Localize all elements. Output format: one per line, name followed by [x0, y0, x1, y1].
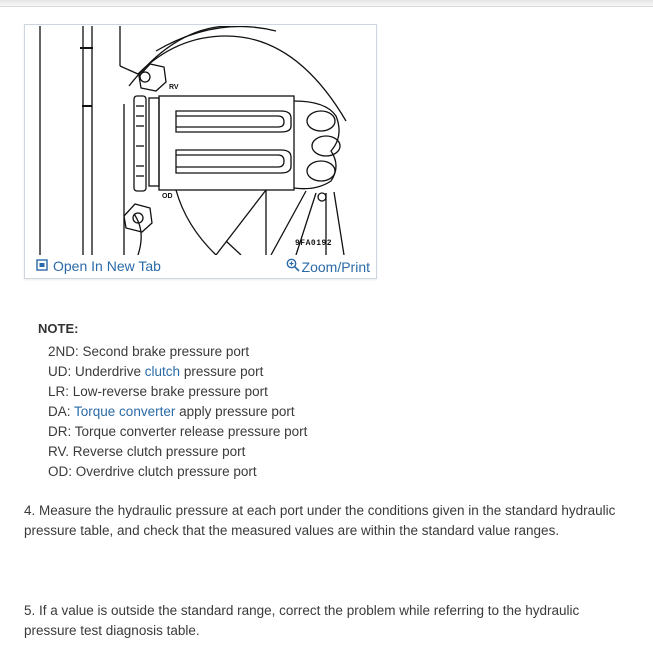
figure-card: [24, 24, 377, 279]
rv-label: RV: [169, 84, 179, 91]
zoom-print-link[interactable]: [286, 258, 370, 275]
pressure-port-diagram[interactable]: [26, 26, 377, 255]
zoom-in-icon: [286, 258, 300, 275]
note-item-da: DA: Torque converter apply pressure port: [48, 404, 295, 419]
note-title: NOTE:: [38, 321, 79, 336]
torque-converter-link[interactable]: Torque converter: [74, 404, 176, 419]
open-in-new-tab-link[interactable]: [36, 258, 161, 274]
note-item-dr: DR: Torque converter release pressure port: [48, 424, 308, 439]
od-label: OD: [162, 193, 173, 200]
clutch-link[interactable]: clutch: [144, 364, 181, 379]
note-list: [48, 342, 307, 482]
step-4-paragraph: 4. Measure the hydraulic pressure at each port under the conditions given in the standard hydraulic pressure table, and check that the measured values are within the standard value ranges.: [24, 503, 616, 538]
note-item-ud: UD: Underdrive clutch pressure port: [48, 364, 264, 379]
note-item-lr: LR: Low-reverse brake pressure port: [48, 384, 268, 399]
open-new-tab-icon: [36, 258, 48, 274]
zoom-print-label: Zoom/Print: [301, 258, 370, 275]
note-item-rv: RV. Reverse clutch pressure port: [48, 444, 246, 459]
diagram-drawing: [26, 26, 377, 255]
top-bar: [0, 0, 653, 7]
open-in-new-tab-label: Open In New Tab: [53, 258, 161, 274]
note-item-od: OD: Overdrive clutch pressure port: [48, 464, 257, 479]
note-item-2nd: 2ND: Second brake pressure port: [48, 344, 250, 359]
step-5-paragraph: 5. If a value is outside the standard range, correct the problem while referring to the hydraulic pressure test diagnosis table.: [24, 603, 580, 638]
figure-code: 9FA0192: [295, 239, 333, 248]
